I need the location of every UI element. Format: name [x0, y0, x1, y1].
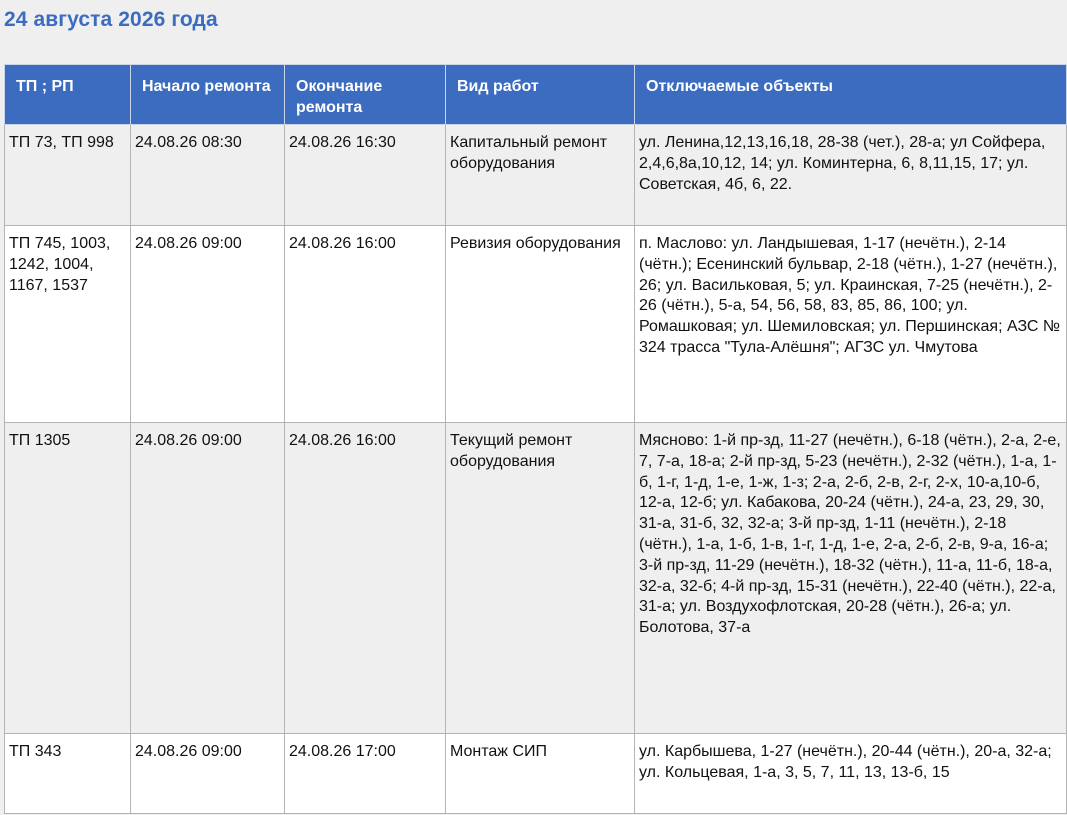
cell-start: 24.08.26 09:00	[131, 226, 285, 423]
cell-objects: Мясново: 1-й пр-зд, 11-27 (нечётн.), 6-18 (чётн.), 2-а, 2-е, 7, 7-а, 18-а; 2-й пр-зд, 5-23 (нечётн.), 2-32 (чётн.), 1-а, 1-б, 1-г, 1-д, 1-е, 1-ж, 1-з; 2-а, 2-б, 2-в, 2-г, 2-х, 10-а,10-б, 12-а, 12-б; ул. Кабакова, 20-24 (чётн.), 24-а, 23, 29, 30, 31-а, 31-б, 32, 32-а; 3-й пр-зд, 1-11 (нечётн.), 2-18 (чётн.), 1-а, 1-б, 1-в, 1-г, 1-д, 1-е, 2-а, 2-б, 2-в, 9-а, 16-а; 3-й пр-зд, 11-29 (нечётн.), 18-32 (чётн.), 11-а, 11-б, 18-а, 32-а, 32-б; 4-й пр-зд, 15-31 (нечётн.), 22-40 (чётн.), 22-а, 31-а; ул. Воздухофлотская, 20-28 (чётн.), 26-а; ул. Болотова, 37-а	[635, 423, 1067, 734]
outage-schedule-table	[4, 64, 1067, 814]
column-header-start: Начало ремонта	[131, 65, 285, 125]
cell-objects: ул. Ленина,12,13,16,18, 28-38 (чет.), 28-а; ул Сойфера, 2,4,6,8а,10,12, 14; ул. Коминтерна, 6, 8,11,15, 17; ул. Советская, 4б, 6, 22.	[635, 125, 1067, 226]
table-row	[5, 734, 1067, 814]
cell-tp: ТП 73, ТП 998	[5, 125, 131, 226]
cell-tp: ТП 1305	[5, 423, 131, 734]
cell-kind: Монтаж СИП	[446, 734, 635, 814]
column-header-objects: Отключаемые объекты	[635, 65, 1067, 125]
cell-end: 24.08.26 17:00	[285, 734, 446, 814]
table-row	[5, 423, 1067, 734]
column-header-end: Окончание ремонта	[285, 65, 446, 125]
cell-end: 24.08.26 16:30	[285, 125, 446, 226]
cell-tp: ТП 343	[5, 734, 131, 814]
cell-kind: Капитальный ремонт оборудования	[446, 125, 635, 226]
table-row	[5, 226, 1067, 423]
cell-kind: Ревизия оборудования	[446, 226, 635, 423]
cell-objects: п. Маслово: ул. Ландышевая, 1-17 (нечётн.), 2-14 (чётн.); Есенинский бульвар, 2-18 (чётн.), 1-27 (нечётн.), 26; ул. Васильковая, 5; ул. Краинская, 7-25 (нечётн.), 2-26 (чётн.), 5-а, 54, 56, 58, 83, 85, 86, 100; ул. Ромашковая; ул. Шемиловская; ул. Першинская; АЗС № 324 трасса "Тула-Алёшня"; АГЗС ул. Чмутова	[635, 226, 1067, 423]
cell-end: 24.08.26 16:00	[285, 423, 446, 734]
cell-start: 24.08.26 08:30	[131, 125, 285, 226]
cell-start: 24.08.26 09:00	[131, 423, 285, 734]
column-header-tp: ТП ; РП	[5, 65, 131, 125]
cell-end: 24.08.26 16:00	[285, 226, 446, 423]
cell-objects: ул. Карбышева, 1-27 (нечётн.), 20-44 (чётн.), 20-а, 32-а; ул. Кольцевая, 1-а, 3, 5, 7, 11, 13, 13-б, 15	[635, 734, 1067, 814]
table-row	[5, 125, 1067, 226]
page-title: 24 августа 2026 года	[4, 8, 218, 31]
cell-start: 24.08.26 09:00	[131, 734, 285, 814]
cell-tp: ТП 745, 1003, 1242, 1004, 1167, 1537	[5, 226, 131, 423]
table-header-row	[5, 65, 1067, 125]
column-header-kind: Вид работ	[446, 65, 635, 125]
cell-kind: Текущий ремонт оборудования	[446, 423, 635, 734]
